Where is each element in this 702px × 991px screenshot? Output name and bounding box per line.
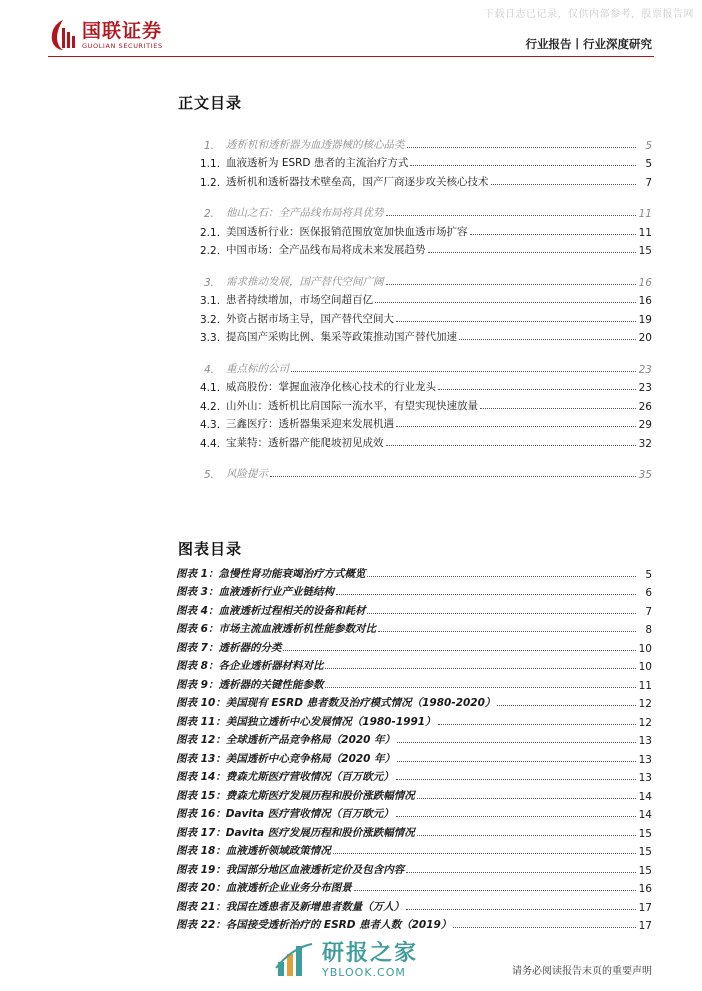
- toc-section-row[interactable]: [178, 413, 652, 432]
- toc-leader-dots: [407, 147, 637, 148]
- toc-section-page: 7: [645, 176, 652, 189]
- toc-section-row[interactable]: [178, 289, 652, 308]
- figure-leader-dots: [325, 668, 636, 669]
- figure-title: 图表 9：透析器的关键性能参数: [176, 678, 324, 691]
- toc-leader-dots: [375, 302, 636, 303]
- figure-list-row[interactable]: [176, 858, 652, 877]
- toc-spacer: [178, 257, 652, 270]
- toc-spacer: [178, 450, 652, 463]
- toc-section-page: 20: [638, 332, 652, 344]
- figure-leader-dots: [367, 613, 636, 614]
- figure-title: 图表 22：各国接受透析治疗的 ESRD 患者人数（2019）: [176, 919, 452, 931]
- figure-leader-dots: [367, 576, 636, 577]
- toc-chapter-title: 风险提示: [226, 468, 268, 480]
- figure-page: 14: [638, 809, 652, 821]
- figure-list-row[interactable]: [176, 710, 652, 729]
- toc-section-number: 2.1.: [200, 226, 221, 239]
- toc-section-number: 4.1.: [200, 382, 221, 394]
- figure-page: 12: [638, 716, 652, 729]
- top-watermark: 下载日志已记录，仅供内部参考，股票报告网: [484, 9, 694, 20]
- figure-leader-dots: [417, 835, 636, 836]
- toc-chapter-page: 23: [638, 363, 652, 376]
- figure-list-row[interactable]: [176, 618, 652, 637]
- toc-section-number: 3.2.: [200, 313, 221, 326]
- toc-section-row[interactable]: [178, 152, 652, 171]
- toc-section-title: 中国市场：全产品线布局将成未来发展趋势: [226, 244, 426, 256]
- figure-title: 图表 16：Davita 医疗营收情况（百万欧元）: [176, 808, 394, 820]
- toc-section-number: 3.1.: [200, 295, 221, 307]
- figure-list-row[interactable]: [176, 655, 652, 674]
- toc-section-row[interactable]: [178, 394, 652, 413]
- figure-leader-dots: [378, 631, 636, 632]
- figure-title: 图表 3：血液透析行业产业链结构: [176, 586, 334, 598]
- figure-leader-dots: [396, 779, 636, 780]
- figure-list-row[interactable]: [176, 895, 652, 914]
- figure-title: 图表 15：费森尤斯医疗发展历程和股价涨跌幅情况: [176, 789, 415, 802]
- figure-title: 图表 11：美国独立透析中心发展情况（1980-1991）: [176, 715, 436, 728]
- toc-section-number: 1.1.: [200, 158, 221, 170]
- figure-list-row[interactable]: [176, 766, 652, 785]
- toc-chapter-row[interactable]: [178, 357, 652, 376]
- figure-page: 5: [645, 568, 652, 581]
- toc-leader-dots: [470, 234, 637, 235]
- bar-chart-icon: [272, 938, 316, 982]
- figure-title: 图表 12：全球透析产品竞争格局（2020 年）: [176, 734, 396, 746]
- logo-chinese-name: 国联证券: [82, 19, 163, 42]
- figure-title: 图表 7：透析器的分类: [176, 641, 282, 654]
- toc-leader-dots: [410, 165, 636, 166]
- figure-page: 6: [645, 587, 652, 599]
- toc-section-page: 32: [638, 437, 652, 450]
- toc-section-row[interactable]: [178, 239, 652, 258]
- figure-list-row[interactable]: [176, 747, 652, 766]
- watermark-english: YBLOOK.COM: [322, 965, 406, 979]
- figure-title: 图表 19：我国部分地区血液透析定价及包含内容: [176, 863, 405, 876]
- figure-list-row[interactable]: [176, 729, 652, 748]
- toc-section-row[interactable]: [178, 220, 652, 239]
- toc-chapter-title: 透析机和透析器为血透器械的核心品类: [226, 138, 405, 151]
- figure-leader-dots: [397, 742, 636, 743]
- figure-list-row[interactable]: [176, 784, 652, 803]
- figure-leader-dots: [417, 798, 636, 799]
- toc-title: 正文目录: [178, 94, 243, 112]
- figure-list-row[interactable]: [176, 821, 652, 840]
- toc-chapter-number: 4.: [204, 363, 215, 376]
- figure-leader-dots: [325, 687, 636, 688]
- toc-section-title: 透析机和透析器技术壁垒高，国产厂商逐步攻关核心技术: [226, 175, 489, 188]
- footer-watermark: [272, 938, 418, 982]
- toc-section-number: 4.2.: [200, 400, 221, 413]
- figure-page: 15: [638, 846, 652, 858]
- figure-list-row[interactable]: [176, 877, 652, 896]
- figure-leader-dots: [333, 853, 636, 854]
- toc-section-row[interactable]: [178, 307, 652, 326]
- figure-list-title: 图表目录: [178, 540, 243, 558]
- disclaimer-note: 请务必阅读报告末页的重要声明: [512, 966, 652, 977]
- figure-page: 11: [638, 679, 652, 692]
- toc-section-row[interactable]: [178, 376, 652, 395]
- figure-leader-dots: [406, 872, 636, 873]
- toc-chapter-title: 重点标的公司: [226, 362, 289, 375]
- figure-list-row[interactable]: [176, 840, 652, 859]
- toc-section-row[interactable]: [178, 326, 652, 345]
- figure-title: 图表 20：血液透析企业业务分布图景: [176, 882, 352, 894]
- toc-section-page: 19: [638, 313, 652, 326]
- toc-leader-dots: [396, 321, 636, 322]
- toc-section-title: 宝莱特：透析器产能爬坡初见成效: [226, 436, 384, 449]
- figure-title: 图表 18：血液透析领域政策情况: [176, 845, 331, 857]
- toc-section-number: 3.3.: [200, 332, 221, 344]
- toc-section-title: 美国透析行业：医保报销范围放宽加快血透市场扩容: [226, 225, 468, 238]
- toc-leader-dots: [491, 184, 637, 185]
- report-type: 行业报告丨行业深度研究: [525, 37, 652, 51]
- toc-chapter-page: 16: [638, 276, 652, 289]
- toc-section-number: 4.4.: [200, 437, 221, 450]
- figure-list-row[interactable]: [176, 692, 652, 711]
- figure-leader-dots: [406, 909, 636, 910]
- figure-list-row[interactable]: [176, 636, 652, 655]
- figure-leader-dots: [336, 594, 636, 595]
- toc-leader-dots: [386, 215, 637, 216]
- figure-page: 10: [638, 661, 652, 673]
- toc-chapter-number: 2.: [204, 208, 215, 220]
- toc-section-page: 5: [645, 158, 652, 170]
- toc-chapter-title: 他山之石：全产品线布局将具优势: [226, 207, 384, 219]
- toc-section-page: 26: [638, 400, 652, 413]
- toc-chapter-page: 11: [638, 208, 652, 220]
- figure-page: 10: [638, 642, 652, 655]
- figure-leader-dots: [497, 705, 636, 706]
- toc-leader-dots: [291, 371, 636, 372]
- figure-title: 图表 21：我国在透患者及新增患者数量（万人）: [176, 900, 405, 913]
- toc-chapter-row[interactable]: [178, 133, 652, 152]
- toc-section-page: 16: [638, 295, 652, 307]
- toc-leader-dots: [270, 476, 636, 477]
- toc-leader-dots: [396, 426, 636, 427]
- toc-leader-dots: [386, 284, 637, 285]
- toc-section-row[interactable]: [178, 431, 652, 450]
- toc-section-number: 1.2.: [200, 176, 221, 189]
- figure-page: 16: [638, 883, 652, 895]
- figure-title: 图表 6：市场主流血液透析机性能参数对比: [176, 623, 376, 635]
- figure-page: 7: [645, 605, 652, 618]
- figure-title: 图表 13：美国透析中心竞争格局（2020 年）: [176, 752, 396, 765]
- toc-section-title: 威高股份：掌握血液净化核心技术的行业龙头: [226, 381, 436, 393]
- toc-leader-dots: [459, 339, 636, 340]
- toc-leader-dots: [428, 252, 637, 253]
- figure-page: 15: [638, 827, 652, 840]
- toc-section-page: 23: [638, 382, 652, 394]
- figure-title: 图表 17：Davita 医疗发展历程和股价涨跌幅情况: [176, 826, 415, 839]
- guolian-logo-icon: [48, 18, 78, 52]
- toc-chapter-number: 3.: [204, 276, 215, 289]
- watermark-chinese: 研报之家: [322, 940, 419, 966]
- toc-section-title: 血液透析为 ESRD 患者的主流治疗方式: [226, 157, 409, 169]
- figure-page: 17: [638, 920, 652, 932]
- figure-leader-dots: [354, 890, 636, 891]
- toc-section-number: 4.3.: [200, 419, 221, 431]
- figure-page: 12: [638, 698, 652, 710]
- toc-chapter-row[interactable]: [178, 463, 652, 482]
- figure-leader-dots: [397, 761, 636, 762]
- figure-leader-dots: [283, 650, 636, 651]
- logo-english-name: GUOLIAN SECURITIES: [82, 41, 163, 50]
- figure-list-row[interactable]: [176, 803, 652, 822]
- figure-page: 15: [638, 864, 652, 877]
- figure-leader-dots: [438, 724, 636, 725]
- figure-list-row[interactable]: [176, 914, 652, 933]
- figure-list-row[interactable]: [176, 562, 652, 581]
- figure-list-row[interactable]: [176, 581, 652, 600]
- toc-section-title: 外资占据市场主导，国产替代空间大: [226, 312, 394, 325]
- toc-chapter-row[interactable]: [178, 270, 652, 289]
- toc-section-page: 15: [638, 245, 652, 257]
- toc-chapter-row[interactable]: [178, 202, 652, 221]
- figure-title: 图表 4：血液透析过程相关的设备和耗材: [176, 604, 366, 617]
- figure-title: 图表 14：费森尤斯医疗营收情况（百万欧元）: [176, 771, 394, 783]
- toc-section-number: 2.2.: [200, 245, 221, 257]
- figure-list: [176, 562, 652, 932]
- figure-page: 17: [638, 901, 652, 914]
- toc-section-title: 山外山：透析机比肩国际一流水平，有望实现快速放量: [226, 399, 478, 412]
- figure-title: 图表 1：急慢性肾功能衰竭治疗方式概览: [176, 567, 366, 580]
- toc-section-page: 29: [638, 419, 652, 431]
- toc-section-page: 11: [638, 226, 652, 239]
- header-divider: [48, 56, 654, 57]
- figure-title: 图表 10：美国现有 ESRD 患者数及治疗模式情况（1980-2020）: [176, 697, 496, 709]
- figure-leader-dots: [453, 927, 636, 928]
- toc-leader-dots: [480, 408, 636, 409]
- toc-section-title: 提高国产采购比例、集采等政策推动国产替代加速: [226, 331, 457, 343]
- figure-leader-dots: [396, 816, 636, 817]
- figure-page: 13: [638, 735, 652, 747]
- toc-chapter-title: 需求推动发展，国产替代空间广阔: [226, 275, 384, 288]
- toc-chapter-number: 5.: [204, 469, 215, 481]
- figure-list-row[interactable]: [176, 599, 652, 618]
- toc-section-title: 患者持续增加，市场空间超百亿: [226, 294, 373, 306]
- figure-page: 14: [638, 790, 652, 803]
- toc-spacer: [178, 189, 652, 202]
- toc-leader-dots: [438, 389, 636, 390]
- toc-section-row[interactable]: [178, 170, 652, 189]
- toc-spacer: [178, 344, 652, 357]
- figure-page: 13: [638, 753, 652, 766]
- guolian-logo: [48, 18, 163, 52]
- toc-chapter-page: 35: [638, 469, 652, 481]
- table-of-contents: [178, 133, 652, 481]
- toc-chapter-number: 1.: [204, 139, 215, 152]
- figure-page: 13: [638, 772, 652, 784]
- toc-leader-dots: [386, 445, 637, 446]
- figure-list-row[interactable]: [176, 673, 652, 692]
- toc-chapter-page: 5: [645, 139, 652, 152]
- toc-section-title: 三鑫医疗：透析器集采迎来发展机遇: [226, 418, 394, 430]
- figure-page: 8: [645, 624, 652, 636]
- figure-title: 图表 8：各企业透析器材料对比: [176, 660, 324, 672]
